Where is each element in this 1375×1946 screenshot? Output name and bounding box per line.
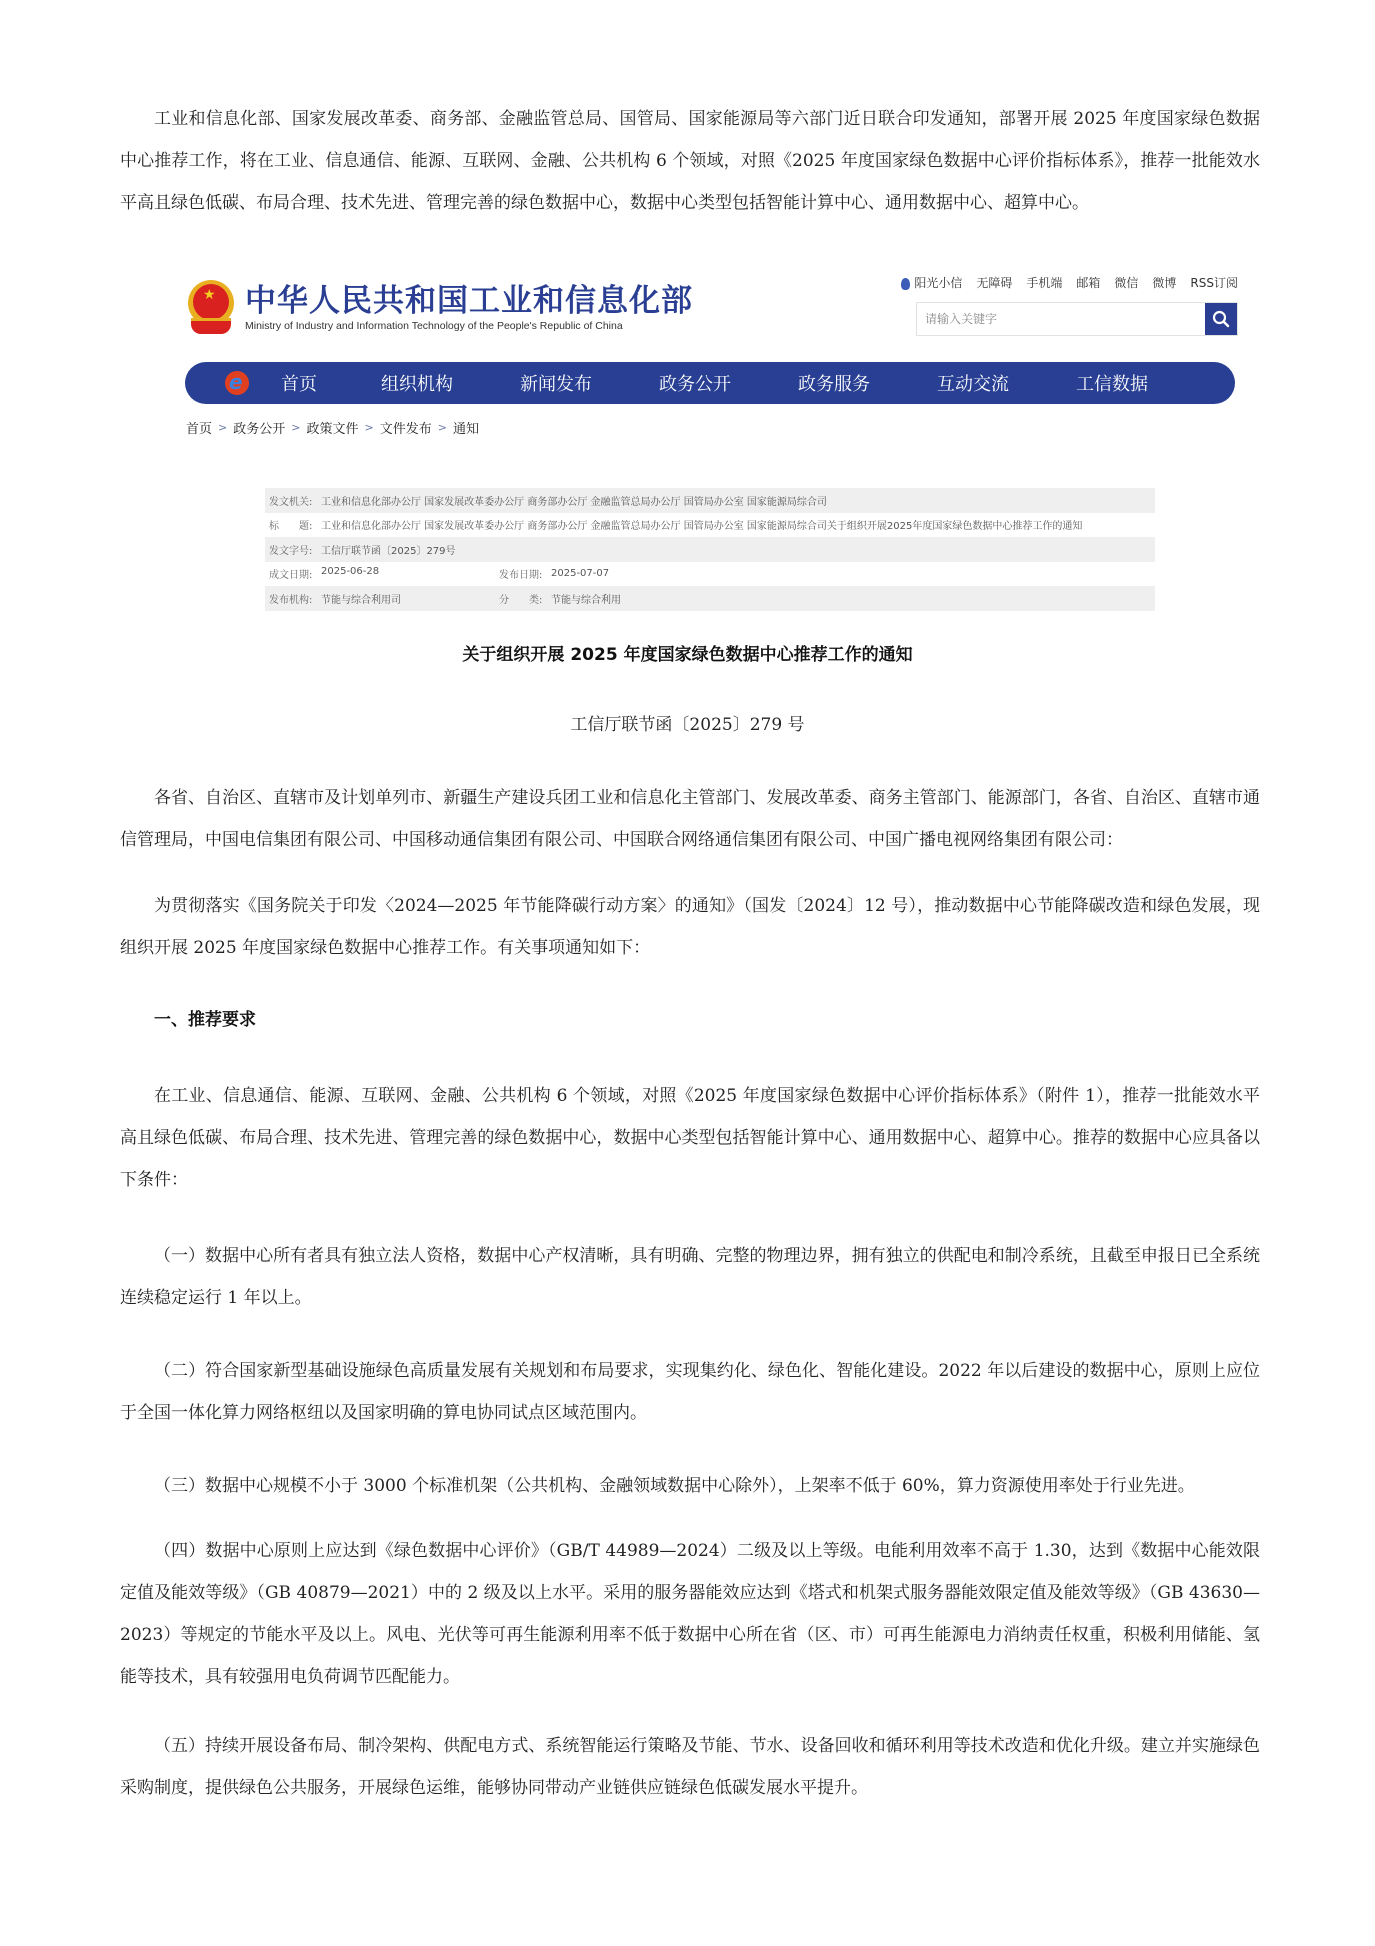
condition-2: （二）符合国家新型基础设施绿色高质量发展有关规划和布局要求，实现集约化、绿色化、智能化建设。2022 年以后建设的数据中心，原则上应位于全国一体化算力网络枢纽以及国家明确的算电协同试点区域范围内。 — [120, 1361, 1260, 1423]
nav-item-gov-services[interactable]: 政务服务 — [798, 374, 870, 395]
condition-3: （三）数据中心规模不小于 3000 个标准机架（公共机构、金融领域数据中心除外），上架率不低于 60%，算力资源使用率处于行业先进。 — [154, 1476, 1195, 1496]
main-nav — [185, 362, 1235, 404]
miit-website-screenshot — [180, 262, 1240, 612]
breadcrumb-policy-docs[interactable]: 政策文件 — [306, 422, 359, 437]
nav-item-gov-affairs[interactable]: 政务公开 — [659, 374, 731, 395]
meta-row-dates: 成文日期: 2025-06-28 发布日期: 2025-07-07 — [269, 566, 610, 582]
breadcrumb — [186, 418, 479, 437]
breadcrumb-notice[interactable]: 通知 — [452, 422, 479, 437]
meta-row-publisher: 发布机构: 节能与综合利用司 分 类: 节能与综合利用 — [265, 586, 1155, 611]
search-icon — [1212, 310, 1230, 328]
document-number: 工信厅联节函〔2025〕279 号 — [570, 715, 805, 735]
addressee-paragraph: 各省、自治区、直辖市及计划单列市、新疆生产建设兵团工业和信息化主管部门、发展改革委、商务主管部门、能源部门，各省、自治区、直辖市通信管理局，中国电信集团有限公司、中国移动通信集团有限公司、中国联合网络通信集团有限公司、中国广播电视网络集团有限公司： — [120, 788, 1260, 850]
nav-item-organization[interactable]: 组织机构 — [381, 374, 453, 395]
condition-1: （一）数据中心所有者具有独立法人资格，数据中心产权清晰，具有明确、完整的物理边界，拥有独立的供配电和制冷系统，且截至申报日已全系统连续稳定运行 1 年以上。 — [120, 1246, 1260, 1308]
meta-row-doc-number: 发文字号: 工信厅联节函〔2025〕279号 — [265, 537, 1155, 562]
assistant-icon — [901, 278, 910, 290]
top-link-assistant[interactable]: 阳光小信 — [901, 274, 962, 291]
lead-paragraph: 工业和信息化部、国家发展改革委、商务部、金融监管总局、国管局、国家能源局等六部门近日联合印发通知，部署开展 2025 年度国家绿色数据中心推荐工作，将在工业、信息通信、能源、互联网、金融、公共机构 6 个领域，对照《2025 年度国家绿色数据中心评价指标体系》，推荐一批能效水平高且绿色低碳、布局合理、技术先进、管理完善的绿色数据中心，数据中心类型包括智能计算中心、通用数据中心、超算中心。 — [120, 109, 1260, 213]
breadcrumb-home[interactable]: 首页 — [186, 422, 213, 437]
breadcrumb-separator: > — [291, 421, 301, 434]
site-logo[interactable] — [185, 280, 693, 336]
meta-row-title: 标 题: 工业和信息化部办公厅 国家发展改革委办公厅 商务部办公厅 金融监管总局办公厅 国管局办公室 国家能源局综合司关于组织开展2025年度国家绿色数据中心推荐工作的通知 — [269, 521, 1083, 533]
site-name-en: Ministry of Industry and Information Technology of the People's Republic of China — [245, 319, 623, 332]
breadcrumb-doc-release[interactable]: 文件发布 — [379, 422, 432, 437]
top-link-accessibility[interactable]: 无障碍 — [976, 276, 1013, 290]
nav-item-news[interactable]: 新闻发布 — [520, 374, 592, 395]
document-meta-table — [265, 488, 1155, 611]
site-name-cn: 中华人民共和国工业和信息化部 — [245, 282, 693, 319]
miit-e-logo-icon: e — [221, 367, 253, 399]
top-link-weibo[interactable]: 微博 — [1152, 276, 1177, 290]
section-heading: 一、推荐要求 — [154, 1010, 256, 1030]
top-links — [901, 274, 1238, 291]
condition-5: （五）持续开展设备布局、制冷架构、供配电方式、系统智能运行策略及节能、节水、设备回收和循环利用等技术改造和优化升级。建立并实施绿色采购制度，提供绿色公共服务，开展绿色运维，能够协同带动产业链供应链绿色低碳发展水平提升。 — [120, 1736, 1260, 1798]
requirements-intro: 在工业、信息通信、能源、互联网、金融、公共机构 6 个领域，对照《2025 年度国家绿色数据中心评价指标体系》（附件 1），推荐一批能效水平高且绿色低碳、布局合理、技术先进、管理完善的绿色数据中心，数据中心类型包括智能计算中心、通用数据中心、超算中心。推荐的数据中心应具备以下条件： — [120, 1086, 1260, 1190]
intro-paragraph: 为贯彻落实《国务院关于印发〈2024—2025 年节能降碳行动方案〉的通知》（国发〔2024〕12 号），推动数据中心节能降碳改造和绿色发展，现组织开展 2025 年度国家绿色数据中心推荐工作。有关事项通知如下： — [120, 896, 1260, 958]
nav-item-home[interactable]: 首页 — [281, 374, 317, 395]
breadcrumb-separator: > — [218, 421, 228, 434]
search-button[interactable] — [1205, 303, 1237, 335]
national-emblem-icon: ★ — [185, 280, 237, 336]
top-link-mobile[interactable]: 手机端 — [1026, 276, 1063, 290]
breadcrumb-gov-affairs[interactable]: 政务公开 — [233, 422, 286, 437]
nav-item-interaction[interactable]: 互动交流 — [937, 374, 1009, 395]
meta-row-issuer: 发文机关: 工业和信息化部办公厅 国家发展改革委办公厅 商务部办公厅 金融监管总局办公厅 国管局办公室 国家能源局综合司 — [265, 488, 1155, 513]
nav-item-data[interactable]: 工信数据 — [1076, 374, 1148, 395]
search-input[interactable] — [917, 303, 1205, 335]
breadcrumb-separator: > — [364, 421, 374, 434]
top-link-mail[interactable]: 邮箱 — [1076, 276, 1101, 290]
breadcrumb-separator: > — [437, 421, 447, 434]
document-title: 关于组织开展 2025 年度国家绿色数据中心推荐工作的通知 — [462, 645, 913, 665]
condition-4: （四）数据中心原则上应达到《绿色数据中心评价》（GB/T 44989—2024）二级及以上等级。电能利用效率不高于 1.30，达到《数据中心能效限定值及能效等级》（GB 40879—2021）中的 2 级及以上水平。采用的服务器能效应达到《塔式和机架式服务器能效限定值及能效等级》（GB 43630—2023）等规定的节能水平及以上。风电、光伏等可再生能源利用率不低于数据中心所在省（区、市）可再生能源电力消纳责任权重，积极利用储能、氢能等技术，具有较强用电负荷调节匹配能力。 — [120, 1541, 1260, 1687]
site-search — [916, 302, 1238, 336]
top-link-wechat[interactable]: 微信 — [1114, 276, 1139, 290]
top-link-rss[interactable]: RSS订阅 — [1190, 276, 1238, 290]
